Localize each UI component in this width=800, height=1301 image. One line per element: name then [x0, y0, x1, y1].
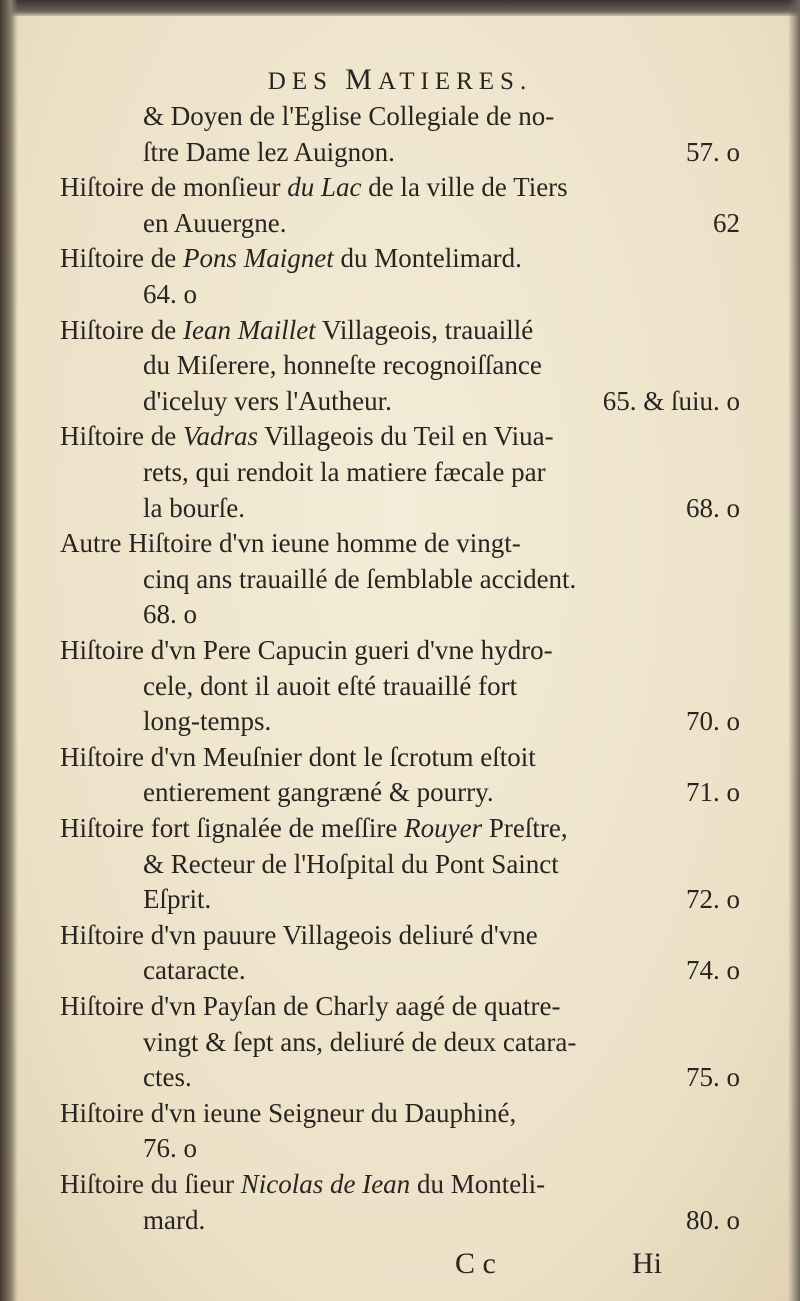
index-line	[143, 205, 740, 241]
entry-text: Autre Hiſtoire d'vn ieune homme de vingt-	[60, 528, 521, 559]
page-reference: 80. o	[686, 1204, 740, 1235]
page-reference: 62	[713, 207, 740, 238]
entry-text: Hiſtoire du ſieur	[60, 1169, 241, 1199]
index-line	[143, 276, 740, 312]
entry-text: cele, dont il auoit eſté trauaillé fort	[143, 670, 518, 701]
index-line	[60, 1166, 740, 1202]
index-line	[143, 1059, 740, 1095]
index-line	[143, 561, 740, 597]
entry-text: Hiſtoire d'vn Meuſnier dont le ſcrotum eſtoit	[60, 741, 536, 772]
index-line	[60, 917, 740, 953]
entry-italic-name: du Lac	[287, 172, 362, 203]
index-line	[143, 881, 740, 917]
index-line	[60, 739, 740, 775]
entry-text: Hiſtoire fort ſignalée de meſſire	[60, 813, 405, 843]
index-line	[60, 632, 740, 668]
page-reference: 72. o	[686, 884, 740, 915]
entry-text: cataracte.	[143, 955, 246, 986]
index-line	[60, 988, 740, 1024]
entry-text: entierement gangræné & pourry.	[143, 777, 494, 808]
page-reference: 71. o	[686, 777, 740, 808]
entry-text: cinq ans trauaillé de ſemblable accident.	[143, 563, 577, 594]
page-top-edge	[0, 0, 800, 16]
entry-text: vingt & ſept ans, deliuré de deux catara-	[143, 1026, 577, 1057]
index-line	[143, 134, 740, 170]
entry-text: Eſprit.	[143, 884, 212, 915]
entry-text: Hiſtoire de monſieur	[60, 172, 288, 203]
entry-italic-name: Rouyer	[404, 813, 483, 843]
entry-italic-name: Iean Maillet	[182, 314, 316, 345]
entry-text: Hiſtoire d'vn Pere Capucin gueri d'vne hydro-	[60, 635, 553, 665]
page-reference: 68. o	[686, 492, 740, 523]
page-reference: 75. o	[686, 1062, 740, 1093]
entry-text: Hiſtoire d'vn Payſan de Charly aagé de quatre-	[60, 991, 561, 1021]
index-line	[143, 774, 740, 810]
entry-text-continued: Villageois du Teil en Viua-	[257, 421, 554, 452]
index-line	[143, 596, 740, 632]
entry-text: Hiſtoire de	[60, 243, 183, 274]
running-header	[0, 63, 800, 97]
entry-text: Hiſtoire d'vn pauure Villageois deliuré d'vne	[60, 919, 538, 950]
entry-text: la bourſe.	[143, 492, 245, 523]
entry-text: & Recteur de l'Hoſpital du Pont Sainct	[143, 848, 559, 879]
page-right-edge	[788, 0, 800, 1301]
entry-text: 64. o	[143, 279, 197, 309]
entry-text: ſtre Dame lez Auignon.	[143, 136, 395, 167]
entry-text-continued: de la ville de Tiers	[361, 172, 568, 203]
index-line	[60, 418, 740, 454]
index-line	[143, 952, 740, 988]
index-line	[60, 240, 740, 276]
entry-text-continued: Preſtre,	[482, 813, 568, 843]
entry-text: d'iceluy vers l'Autheur.	[143, 385, 392, 416]
index-line	[60, 1095, 740, 1131]
page-reference: 57. o	[686, 136, 740, 167]
entry-text: mard.	[143, 1204, 206, 1235]
header-rest: ATIERES.	[377, 68, 533, 95]
entry-text: 68. o	[143, 599, 197, 630]
entry-text-continued: du Monteli-	[410, 1169, 546, 1199]
index-line	[143, 703, 740, 739]
entry-text: Hiſtoire d'vn ieune Seigneur du Dauphiné,	[60, 1097, 517, 1128]
index-line	[60, 312, 740, 348]
entry-text: Hiſtoire de	[60, 421, 183, 452]
entry-italic-name: Vadras	[182, 421, 258, 452]
page-reference: 74. o	[686, 955, 740, 986]
entry-text: & Doyen de l'Eglise Collegiale de no-	[143, 101, 555, 131]
index-line	[143, 347, 740, 383]
entry-text: rets, qui rendoit la matiere fæcale par	[143, 457, 546, 487]
signature-mark: C c	[455, 1247, 496, 1280]
header-initial: M	[345, 63, 378, 96]
page-left-edge	[0, 0, 18, 1301]
index-line	[143, 454, 740, 490]
entry-italic-name: Pons Maignet	[182, 243, 334, 274]
header-first-word: DES	[267, 68, 334, 95]
entry-text-continued: Villageois, trauaillé	[315, 314, 534, 345]
index-line	[143, 490, 740, 526]
index-line	[60, 169, 740, 205]
entry-text-continued: du Montelimard.	[333, 243, 522, 274]
entry-text: 76. o	[143, 1133, 197, 1164]
index-line	[143, 383, 740, 419]
entry-text: Hiſtoire de	[60, 314, 183, 345]
entry-italic-name: Nicolas de Iean	[240, 1169, 411, 1199]
index-line	[143, 98, 740, 134]
page-reference: 65. & ſuiu. o	[602, 385, 740, 416]
index-line	[143, 1202, 740, 1238]
entry-text: ctes.	[143, 1062, 192, 1093]
catchword: Hi	[632, 1247, 662, 1280]
index-line	[143, 1130, 740, 1166]
index-line	[60, 525, 740, 561]
entry-text: du Miſerere, honneſte recognoiſſance	[143, 350, 542, 381]
page-reference: 70. o	[686, 706, 740, 737]
index-line	[143, 1024, 740, 1060]
index-line	[143, 846, 740, 882]
entry-text: long-temps.	[143, 706, 272, 737]
index-line	[143, 668, 740, 704]
entry-text: en Auuergne.	[143, 207, 287, 238]
index-line	[60, 810, 740, 846]
